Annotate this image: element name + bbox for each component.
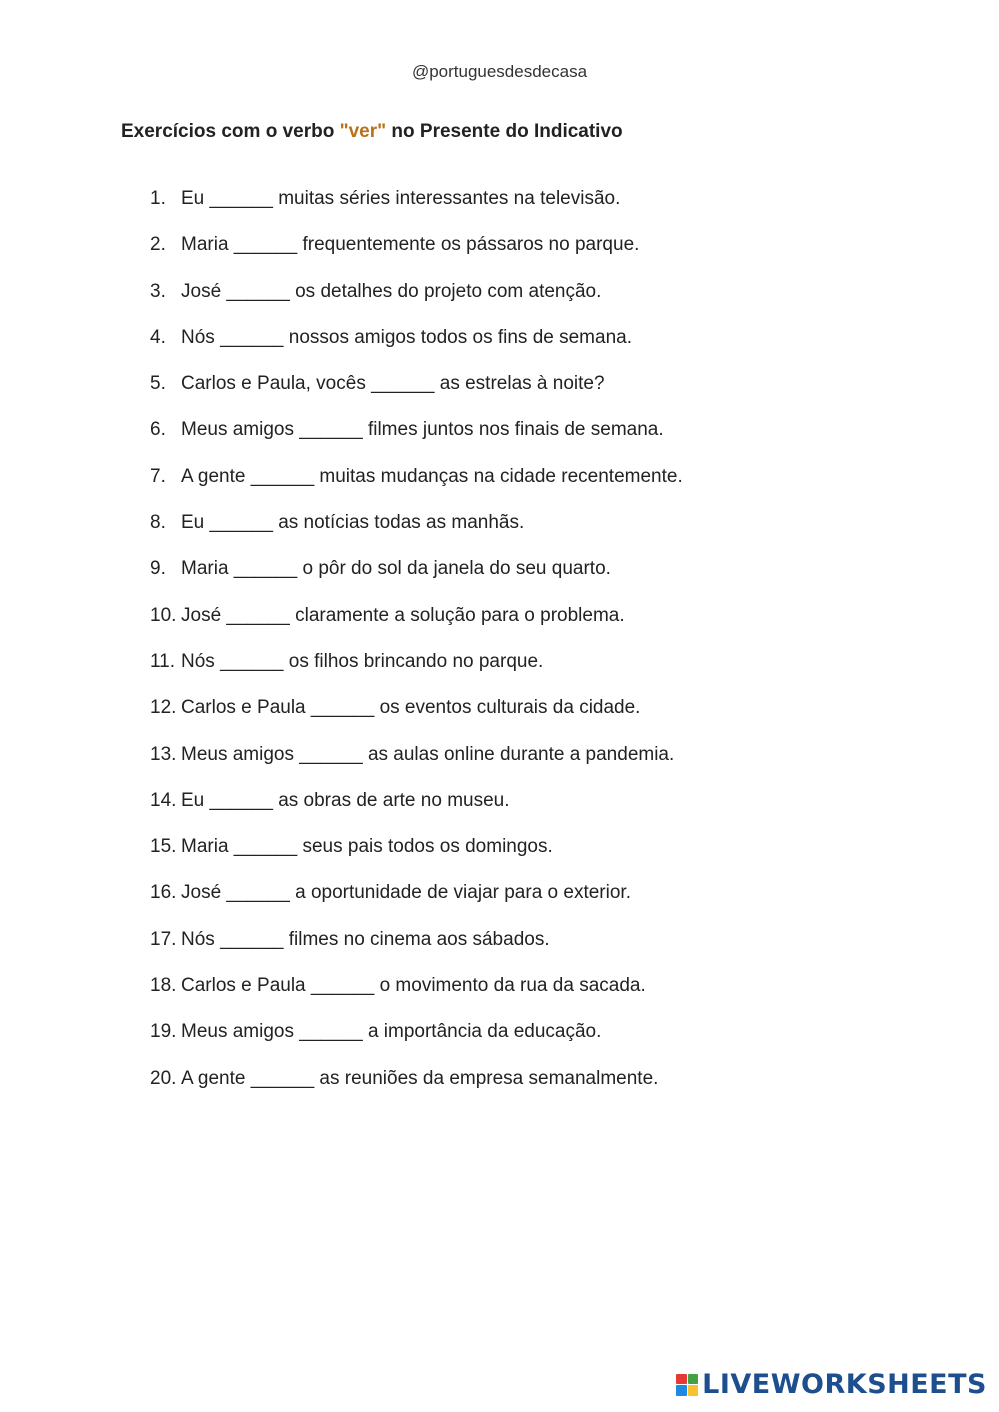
exercise-number: 10.: [150, 604, 177, 626]
title-verb: "ver": [339, 121, 387, 142]
exercise-number: 4.: [150, 326, 166, 348]
title-suffix: no Presente do Indicativo: [386, 121, 623, 142]
exercise-item: [150, 835, 683, 881]
title-prefix: Exercícios com o verbo: [121, 121, 340, 142]
logo-square: [676, 1374, 687, 1385]
exercise-item: [150, 928, 683, 974]
exercise-number: 11.: [150, 650, 176, 672]
exercise-item: [150, 650, 683, 696]
exercise-sentence: Maria ______ frequentemente os pássaros no parque.: [181, 234, 640, 256]
exercise-item: [150, 233, 683, 279]
logo-square: [688, 1374, 699, 1385]
exercise-sentence: A gente ______ muitas mudanças na cidade recentemente.: [181, 465, 683, 487]
exercise-sentence: Carlos e Paula, vocês ______ as estrelas à noite?: [181, 373, 605, 395]
exercise-sentence: Carlos e Paula ______ os eventos culturais da cidade.: [181, 697, 641, 719]
exercise-sentence: A gente ______ as reuniões da empresa semanalmente.: [181, 1067, 659, 1089]
exercise-number: 17.: [150, 928, 177, 950]
exercise-sentence: José ______ a oportunidade de viajar para o exterior.: [181, 882, 631, 904]
exercise-number: 7.: [150, 465, 166, 487]
exercise-item: [150, 1020, 683, 1066]
exercise-sentence: Nós ______ filmes no cinema aos sábados.: [181, 928, 550, 950]
exercise-item: [150, 696, 683, 742]
exercise-item: [150, 511, 683, 557]
exercise-number: 8.: [150, 512, 166, 534]
exercise-number: 14.: [150, 789, 177, 811]
exercise-number: 9.: [150, 558, 166, 580]
logo-square: [676, 1385, 687, 1396]
exercise-sentence: Eu ______ as obras de arte no museu.: [181, 789, 510, 811]
exercise-item: [150, 418, 683, 464]
exercise-sentence: José ______ os detalhes do projeto com atenção.: [181, 280, 602, 302]
exercise-number: 16.: [150, 882, 177, 904]
exercise-sentence: Meus amigos ______ as aulas online durante a pandemia.: [181, 743, 675, 765]
worksheet-title: [121, 121, 623, 143]
liveworksheets-logo-text: LIVEWORKSHEETS: [702, 1369, 987, 1400]
exercise-sentence: José ______ claramente a solução para o problema.: [181, 604, 625, 626]
exercise-number: 12.: [150, 697, 177, 719]
exercise-sentence: Eu ______ as notícias todas as manhãs.: [181, 512, 525, 534]
exercise-number: 20.: [150, 1067, 177, 1089]
exercise-number: 1.: [150, 188, 166, 209]
exercise-number: 18.: [150, 975, 177, 997]
exercise-item: [150, 743, 683, 789]
exercise-item: [150, 187, 683, 233]
exercise-number: 13.: [150, 743, 177, 765]
exercise-sentence: Meus amigos ______ a importância da educação.: [181, 1021, 602, 1043]
liveworksheets-logo[interactable]: [676, 1369, 987, 1400]
exercise-number: 5.: [150, 373, 166, 395]
exercise-sentence: Maria ______ seus pais todos os domingos.: [181, 836, 553, 858]
exercise-item: [150, 974, 683, 1020]
logo-square: [688, 1385, 699, 1396]
exercise-item: [150, 1067, 683, 1113]
exercise-item: [150, 372, 683, 418]
exercise-sentence: Nós ______ os filhos brincando no parque.: [181, 650, 544, 672]
exercise-item: [150, 789, 683, 835]
exercise-item: [150, 326, 683, 372]
exercise-sentence: Maria ______ o pôr do sol da janela do seu quarto.: [181, 558, 611, 580]
exercise-number: 3.: [150, 280, 166, 302]
exercise-list: [150, 187, 683, 1113]
exercise-number: 6.: [150, 419, 166, 441]
exercise-sentence: Meus amigos ______ filmes juntos nos finais de semana.: [181, 419, 664, 441]
author-handle: @portuguesdesdecasa: [411, 62, 588, 81]
exercise-sentence: Nós ______ nossos amigos todos os fins de semana.: [181, 326, 632, 348]
exercise-number: 15.: [150, 836, 177, 858]
exercise-number: 19.: [150, 1021, 177, 1043]
exercise-item: [150, 557, 683, 603]
exercise-item: [150, 881, 683, 927]
liveworksheets-logo-icon: [676, 1374, 698, 1396]
exercise-sentence: Eu ______ muitas séries interessantes na televisão.: [181, 188, 621, 209]
exercise-number: 2.: [150, 234, 166, 256]
exercise-item: [150, 465, 683, 511]
exercise-item: [150, 604, 683, 650]
exercise-sentence: Carlos e Paula ______ o movimento da rua da sacada.: [181, 975, 646, 997]
exercise-item: [150, 280, 683, 326]
